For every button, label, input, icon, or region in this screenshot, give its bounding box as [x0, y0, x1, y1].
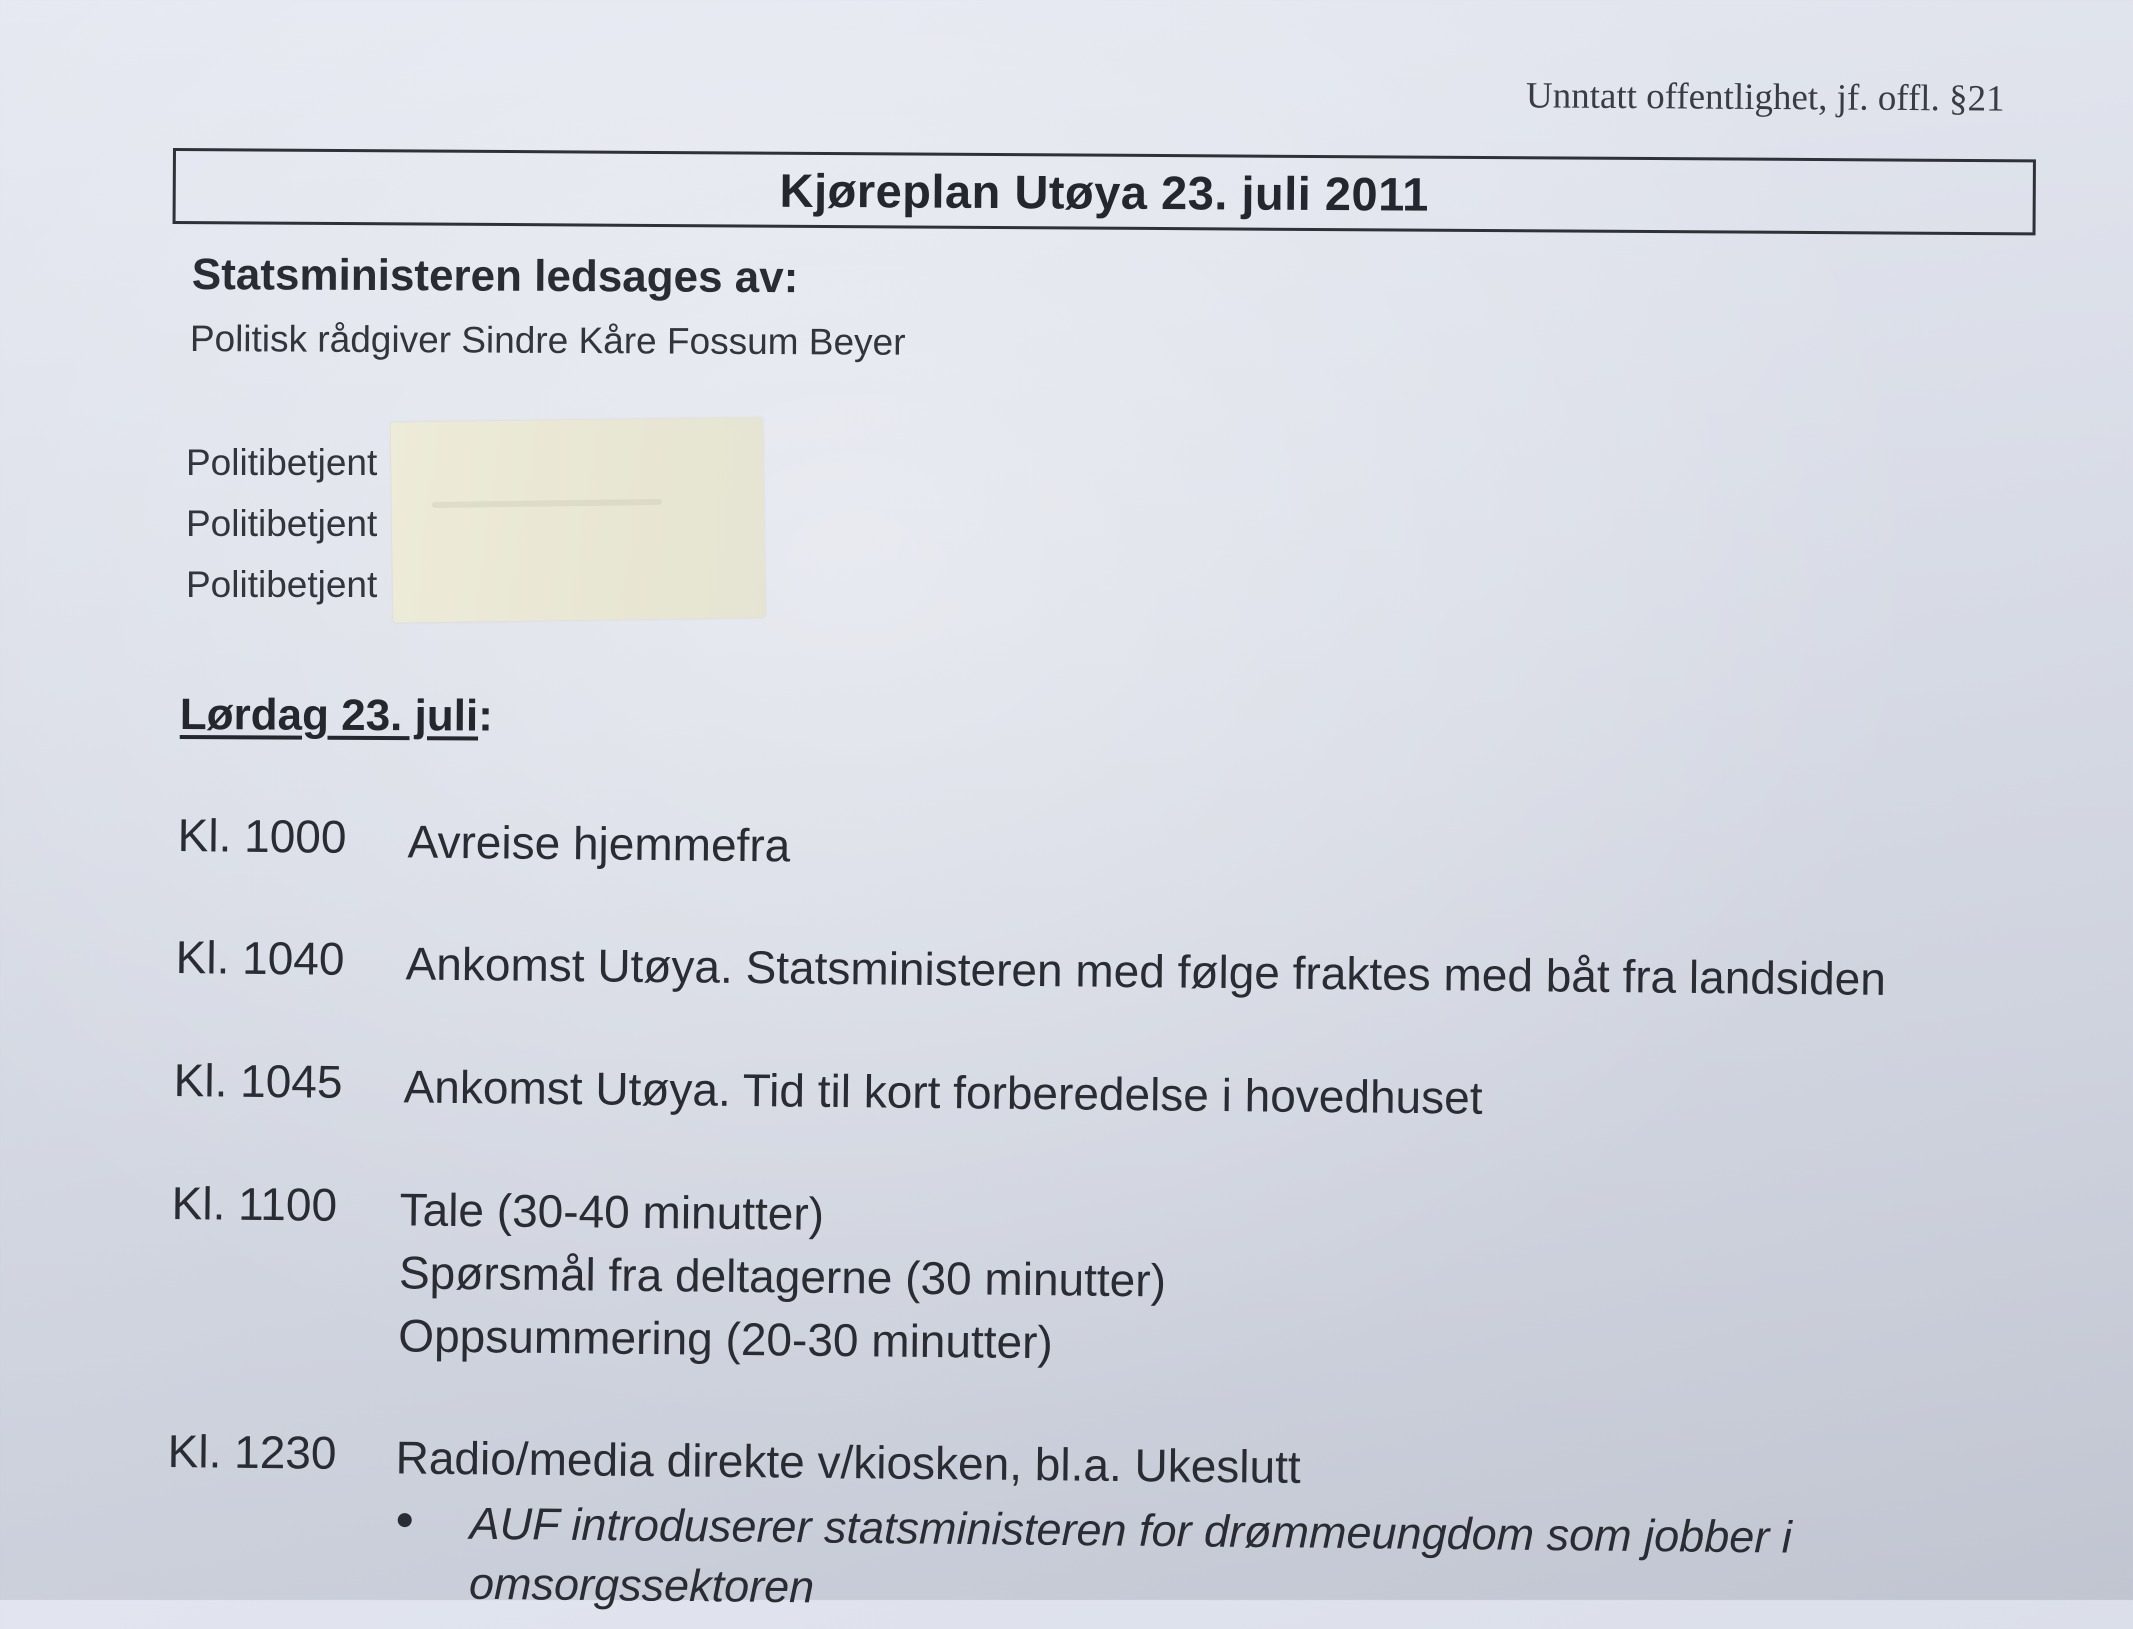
entry-line: Radio/media direkte v/kiosken, bl.a. Ukeslutt: [395, 1431, 1301, 1493]
entry-line: Oppsummering (20-30 minutter): [398, 1309, 1054, 1369]
entry-line: Avreise hjemmefra: [407, 815, 791, 872]
entry-description: [407, 810, 790, 877]
police-item: Politibetjent: [186, 503, 378, 544]
advisor-line: Politisk rådgiver Sindre Kåre Fossum Beyer: [189, 318, 906, 363]
police-item: Politibetjent: [186, 442, 378, 483]
document-title: Kjøreplan Utøya 23. juli 2011: [779, 163, 1430, 221]
entry-time: Kl. 1100: [171, 1177, 338, 1231]
entry-line: Tale (30-40 minutter): [399, 1183, 825, 1240]
entry-time: Kl. 1040: [175, 930, 345, 985]
entry-line: Ankomst Utøya. Statsministeren med følge fraktes med båt fra landsiden: [405, 937, 1887, 1005]
classification-notice: Unntatt offentlighet, jf. offl. §21: [1526, 75, 2006, 120]
entry-description: [403, 1055, 1483, 1129]
entry-time: Kl. 1045: [173, 1054, 343, 1108]
bullet-icon: [398, 1513, 412, 1527]
entry-description: [398, 1178, 1167, 1375]
entry-time: Kl. 1230: [167, 1425, 337, 1479]
day-heading-colon: :: [478, 691, 493, 741]
entry-description: [395, 1426, 1301, 1498]
entry-description: [405, 932, 1886, 1010]
entry-line: Spørsmål fra deltagerne (30 minutter): [398, 1246, 1167, 1307]
escort-heading: Statsministeren ledsages av:: [191, 250, 799, 303]
day-heading-text: Lørdag 23. juli: [179, 690, 479, 741]
entry-line: Ankomst Utøya. Tid til kort forberedelse i hovedhuset: [403, 1060, 1483, 1124]
entry-time: Kl. 1000: [177, 808, 347, 863]
police-item: Politibetjent: [186, 564, 378, 605]
bullet-text: AUF introduserer statsministeren for drømmeungdom som jobber i omsorgssektoren: [468, 1497, 1793, 1613]
